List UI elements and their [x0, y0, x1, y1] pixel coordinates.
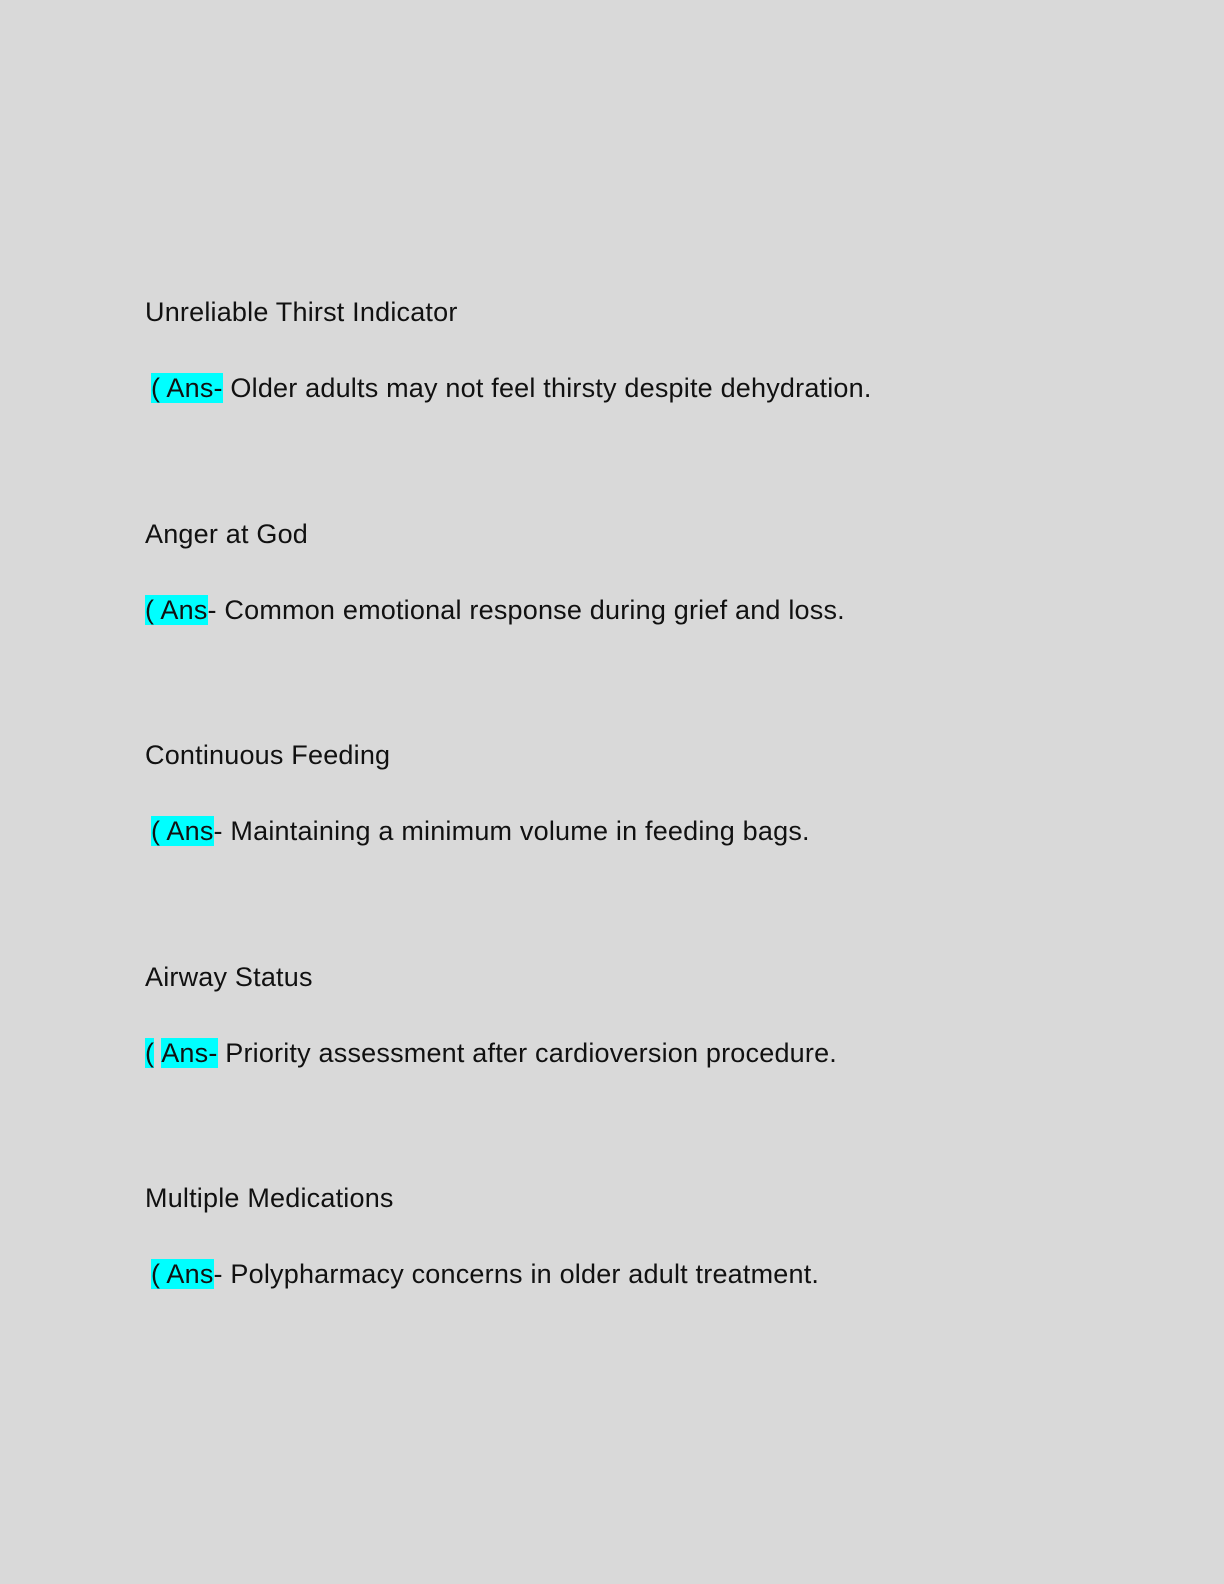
- answer-text: Priority assessment after cardioversion procedure.: [217, 1038, 837, 1068]
- answer-marker-highlight: Ans-: [161, 1038, 218, 1068]
- question-term: Airway Status: [145, 962, 313, 992]
- answer-line: [145, 590, 845, 630]
- answer-marker-highlight: ( Ans-: [151, 373, 223, 403]
- answer-line: [145, 811, 810, 851]
- answer-text: - Common emotional response during grief and loss.: [207, 595, 845, 625]
- answer-text: - Maintaining a minimum volume in feeding bags.: [213, 816, 810, 846]
- question-term: Continuous Feeding: [145, 740, 391, 770]
- answer-marker-highlight: (: [145, 1038, 155, 1068]
- question-term: Multiple Medications: [145, 1183, 394, 1213]
- answer-line: [145, 1033, 837, 1073]
- answer-line: [145, 1254, 819, 1294]
- answer-marker-highlight: ( Ans: [145, 595, 208, 625]
- question-term: Unreliable Thirst Indicator: [145, 297, 458, 327]
- question-term: Anger at God: [145, 519, 309, 549]
- answer-line: [145, 368, 872, 408]
- answer-marker-highlight: ( Ans: [151, 816, 214, 846]
- answer-text: - Polypharmacy concerns in older adult treatment.: [213, 1259, 820, 1289]
- answer-marker-highlight: ( Ans: [151, 1259, 214, 1289]
- answer-text: Older adults may not feel thirsty despite dehydration.: [222, 373, 872, 403]
